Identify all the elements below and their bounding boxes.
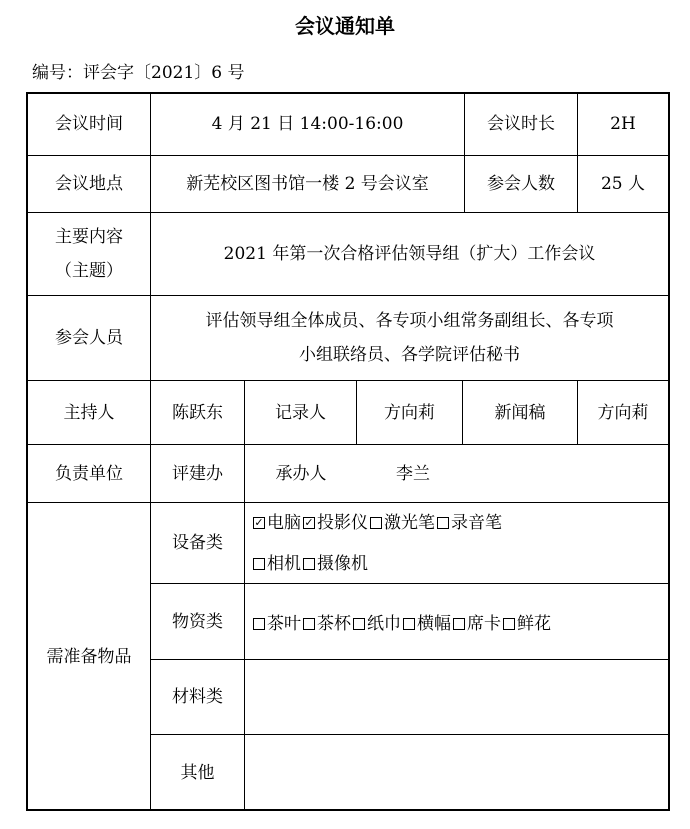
goods-tissue[interactable]: 纸巾	[353, 614, 403, 634]
participants-label: 参会人员	[55, 328, 123, 348]
attendees-count-value: 25 人	[600, 174, 646, 194]
participants-line1: 评估领导组全体成员、各专项小组常务副组长、各专项	[205, 311, 614, 331]
duration-value: 2H	[610, 114, 636, 134]
news-value: 方向莉	[597, 402, 649, 423]
checkbox-icon[interactable]	[303, 558, 315, 570]
checkbox-icon[interactable]	[253, 558, 265, 570]
checkbox-icon[interactable]	[503, 618, 515, 630]
checkbox-checked-icon[interactable]	[303, 517, 315, 529]
unit-value: 评建办	[172, 463, 223, 484]
topic-label-line2: （主题）	[55, 261, 123, 281]
participants-value	[151, 296, 668, 380]
equipment-projector[interactable]: ✓ 投影仪	[303, 513, 370, 533]
other-label: 其他	[180, 762, 215, 783]
documents-input-area[interactable]	[246, 661, 667, 733]
topic-label	[28, 213, 150, 295]
time-label: 会议时间	[55, 114, 123, 134]
checkbox-icon[interactable]	[253, 618, 265, 630]
location-label: 会议地点	[55, 174, 123, 194]
checkbox-checked-icon[interactable]	[253, 517, 265, 529]
attendees-count-label: 参会人数	[487, 174, 555, 194]
equipment-video-camera[interactable]: 摄像机	[303, 554, 370, 574]
other-input-area[interactable]	[246, 736, 667, 809]
equipment-line-2	[253, 549, 370, 574]
equipment-computer[interactable]: ✓电脑	[253, 513, 303, 533]
supplies-label: 需准备物品	[46, 646, 132, 667]
documents-label: 材料类	[172, 687, 223, 707]
equipment-label: 设备类	[172, 533, 223, 553]
handler-label: 承办人	[275, 463, 327, 484]
location-value: 新芜校区图书馆一楼 2 号会议室	[186, 174, 429, 194]
checkbox-icon[interactable]	[370, 517, 382, 529]
checkbox-icon[interactable]	[437, 517, 449, 529]
equipment-line-1	[253, 508, 504, 533]
host-label: 主持人	[63, 402, 115, 423]
time-value: 4 月 21 日 14:00-16:00	[211, 114, 404, 134]
recorder-value: 方向莉	[384, 402, 435, 423]
goods-tea[interactable]: 茶叶	[253, 614, 303, 634]
host-value: 陈跃东	[172, 402, 223, 423]
topic-label-line1: 主要内容	[55, 227, 123, 247]
equipment-camera[interactable]: 相机	[253, 554, 303, 574]
equipment-laser-pointer[interactable]: 激光笔	[370, 513, 437, 533]
duration-label: 会议时长	[487, 114, 555, 134]
document-number: 编号：评会字〔2021〕6 号	[32, 63, 245, 83]
checkbox-icon[interactable]	[403, 618, 415, 630]
unit-label: 负责单位	[55, 463, 123, 484]
topic-value: 2021 年第一次合格评估领导组（扩大）工作会议	[223, 244, 596, 264]
recorder-label: 记录人	[275, 402, 326, 423]
participants-line2: 小组联络员、各学院评估秘书	[299, 345, 520, 365]
news-label: 新闻稿	[494, 402, 546, 423]
equipment-voice-recorder[interactable]: 录音笔	[437, 513, 504, 533]
goods-teacup[interactable]: 茶杯	[303, 614, 353, 634]
goods-label: 物资类	[172, 611, 223, 632]
goods-line	[253, 609, 553, 634]
goods-flowers[interactable]: 鲜花	[503, 614, 553, 634]
checkbox-icon[interactable]	[453, 618, 465, 630]
checkbox-icon[interactable]	[353, 618, 365, 630]
checkbox-icon[interactable]	[303, 618, 315, 630]
handler-value: 李兰	[396, 463, 430, 484]
form-title: 会议通知单	[295, 14, 395, 38]
goods-banner[interactable]: 横幅	[403, 614, 453, 634]
goods-name-card[interactable]: 席卡	[453, 614, 503, 634]
